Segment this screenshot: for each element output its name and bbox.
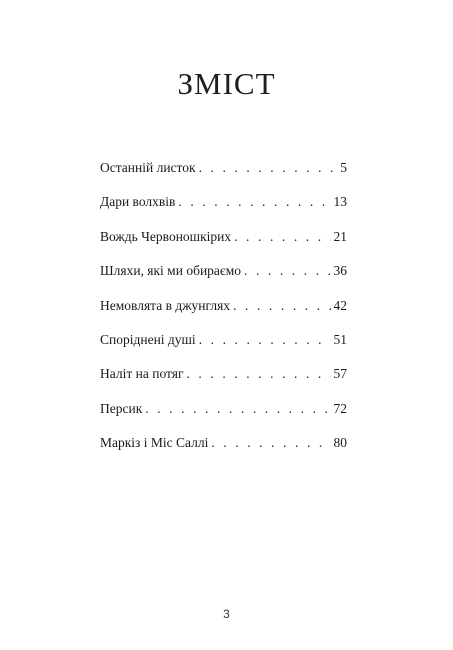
toc-entry-page: 21 bbox=[333, 228, 347, 244]
toc-entry-title: Споріднені душі bbox=[100, 331, 196, 347]
toc-entry[interactable] bbox=[100, 160, 347, 194]
toc-entry-title: Останній листок bbox=[100, 160, 196, 175]
toc-leader-dots bbox=[145, 401, 330, 417]
toc-entry[interactable] bbox=[100, 229, 347, 263]
toc-entry[interactable] bbox=[100, 194, 347, 228]
toc-entry[interactable] bbox=[100, 263, 347, 297]
toc-leader-dots bbox=[199, 160, 338, 176]
toc-entry-title: Вождь Червоношкірих bbox=[100, 228, 232, 244]
toc-entry-page: 72 bbox=[333, 400, 347, 416]
toc-entry-title: Немовлята в джунглях bbox=[100, 297, 231, 313]
toc-entry[interactable] bbox=[100, 366, 347, 400]
page-title: ЗМІСТ bbox=[177, 66, 276, 101]
toc-leader-dots bbox=[186, 366, 330, 382]
toc-entry-page: 42 bbox=[333, 297, 347, 313]
toc-entry-page: 80 bbox=[333, 435, 347, 451]
table-of-contents bbox=[100, 160, 347, 470]
toc-leader-dots bbox=[244, 263, 331, 279]
toc-entry-page: 36 bbox=[333, 263, 347, 279]
page-number: 3 bbox=[223, 607, 230, 621]
toc-entry-page: 13 bbox=[333, 194, 347, 210]
toc-entry[interactable] bbox=[100, 332, 347, 366]
toc-entry-page: 57 bbox=[333, 366, 347, 382]
toc-entry[interactable] bbox=[100, 298, 347, 332]
toc-entry-page: 5 bbox=[340, 160, 347, 175]
toc-entry-title: Наліт на потяг bbox=[100, 366, 184, 382]
toc-leader-dots bbox=[234, 229, 330, 245]
toc-entry-title: Шляхи, які ми обираємо bbox=[100, 263, 241, 279]
toc-leader-dots bbox=[211, 435, 330, 451]
toc-leader-dots bbox=[233, 298, 330, 314]
toc-entry[interactable] bbox=[100, 401, 347, 435]
toc-entry-page: 51 bbox=[333, 331, 347, 347]
toc-entry-title: Дари волхвів bbox=[100, 194, 176, 210]
toc-entry-title: Персик bbox=[100, 400, 143, 416]
toc-entry-title: Маркіз і Міс Саллі bbox=[100, 435, 209, 451]
toc-entry[interactable] bbox=[100, 435, 347, 469]
toc-leader-dots bbox=[199, 332, 331, 348]
toc-leader-dots bbox=[178, 194, 330, 210]
